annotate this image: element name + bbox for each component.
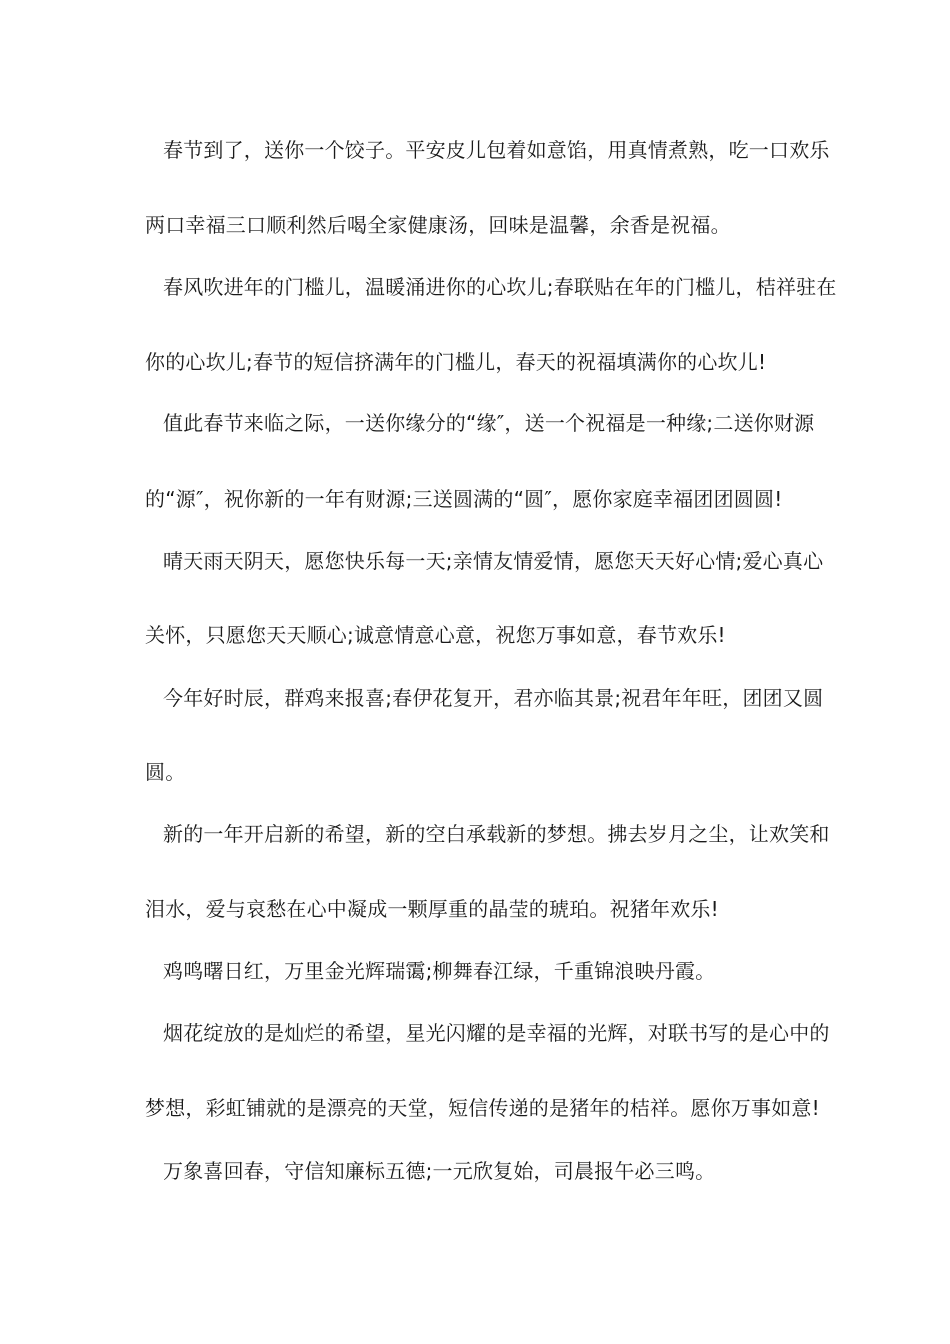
paragraph-1-line-1: 春节到了，送你一个饺子。平安皮儿包着如意馅，用真情煮熟，吃一口欢乐 [163, 138, 830, 162]
paragraph-4-line-1: 晴天雨天阴天，愿您快乐每一天;亲情友情爱情，愿您天天好心情;爱心真心 [163, 549, 824, 573]
paragraph-6-line-2: 泪水，爱与哀愁在心中凝成一颗厚重的晶莹的琥珀。祝猪年欢乐! [145, 897, 719, 921]
paragraph-7-line-1: 鸡鸣曙日红，万里金光辉瑞霭;柳舞春江绿，千重锦浪映丹霞。 [163, 959, 716, 983]
paragraph-3-line-2: 的“源″，祝你新的一年有财源;三送圆满的“圆″，愿你家庭幸福团团圆圆! [145, 487, 783, 511]
paragraph-3-line-1: 值此春节来临之际，一送你缘分的“缘″，送一个祝福是一种缘;二送你财源 [163, 411, 815, 435]
paragraph-8-line-2: 梦想，彩虹铺就的是漂亮的天堂，短信传递的是猪年的桔祥。愿你万事如意! [145, 1096, 820, 1120]
paragraph-5-line-2: 圆。 [145, 760, 186, 784]
paragraph-1-line-2: 两口幸福三口顺利然后喝全家健康汤，回味是温馨，余香是祝福。 [145, 213, 731, 237]
paragraph-6-line-1: 新的一年开启新的希望，新的空白承载新的梦想。拂去岁月之尘，让欢笑和 [163, 822, 830, 846]
paragraph-5-line-1: 今年好时辰，群鸡来报喜;春伊花复开，君亦临其景;祝君年年旺，团团又圆 [163, 686, 824, 710]
paragraph-2-line-1: 春风吹进年的门槛儿，温暖涌进你的心坎儿;春联贴在年的门槛儿，桔祥驻在 [163, 275, 837, 299]
paragraph-8-line-1: 烟花绽放的是灿烂的希望，星光闪耀的是幸福的光辉，对联书写的是心中的 [163, 1021, 830, 1045]
paragraph-4-line-2: 关怀，只愿您天天顺心;诚意情意心意，祝您万事如意，春节欢乐! [145, 623, 726, 647]
paragraph-9-line-1: 万象喜回春，守信知廉标五德;一元欣复始，司晨报午必三鸣。 [163, 1159, 716, 1183]
paragraph-2-line-2: 你的心坎儿;春节的短信挤满年的门槛儿，春天的祝福填满你的心坎儿! [145, 350, 767, 374]
